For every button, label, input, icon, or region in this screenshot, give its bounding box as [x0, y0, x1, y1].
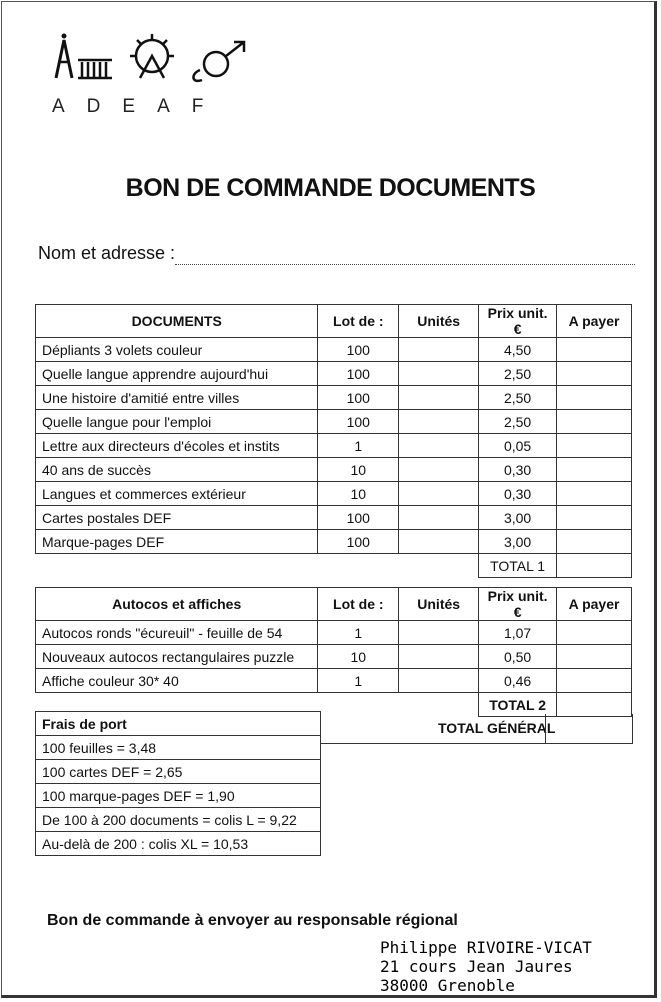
- units-cell[interactable]: [399, 410, 479, 434]
- header-units: Unités: [399, 588, 479, 621]
- shipping-header: Frais de port: [36, 712, 321, 736]
- total-1-label: TOTAL 1: [479, 554, 557, 578]
- units-cell[interactable]: [399, 338, 479, 362]
- table-row: Marque-pages DEF 100 3,00: [36, 530, 632, 554]
- to-pay-cell[interactable]: [557, 386, 632, 410]
- total-2-cell[interactable]: [557, 693, 632, 717]
- units-cell[interactable]: [399, 530, 479, 554]
- to-pay-cell[interactable]: [557, 434, 632, 458]
- to-pay-cell[interactable]: [557, 362, 632, 386]
- grand-total-label: TOTAL GÉNÉRAL: [438, 720, 556, 736]
- table-row: Une histoire d'amitié entre villes 100 2,50: [36, 386, 632, 410]
- units-cell[interactable]: [399, 362, 479, 386]
- address-line[interactable]: [175, 264, 635, 265]
- units-cell[interactable]: [399, 645, 479, 669]
- table-row: Quelle langue pour l'emploi 100 2,50: [36, 410, 632, 434]
- to-pay-cell[interactable]: [557, 410, 632, 434]
- units-cell[interactable]: [399, 506, 479, 530]
- table-row: Quelle langue apprendre aujourd'hui 100 2,50: [36, 362, 632, 386]
- address-label: Nom et adresse :: [38, 243, 176, 263]
- contact-city: 38000 Grenoble: [380, 976, 515, 995]
- contact-address: [380, 938, 592, 995]
- units-cell[interactable]: [399, 386, 479, 410]
- table-row: Dépliants 3 volets couleur 100 4,50: [36, 338, 632, 362]
- header-price: Prix unit. €: [479, 588, 557, 621]
- header-to-pay: A payer: [557, 588, 632, 621]
- logo-text: ADEAF: [52, 96, 226, 117]
- total-2-label: TOTAL 2: [479, 693, 557, 717]
- list-item: 100 marque-pages DEF = 1,90: [36, 784, 321, 808]
- table-row: Autocos ronds "écureuil" - feuille de 54 1 1,07: [36, 621, 632, 645]
- units-cell[interactable]: [399, 458, 479, 482]
- contact-name: Philippe RIVOIRE-VICAT: [380, 938, 592, 957]
- table-row: Affiche couleur 30* 40 1 0,46: [36, 669, 632, 693]
- grand-total: [320, 714, 633, 744]
- header-autocos: Autocos et affiches: [36, 588, 318, 621]
- header-units: Unités: [399, 305, 479, 338]
- autocos-table: [35, 587, 632, 717]
- grand-total-cell[interactable]: [545, 714, 633, 744]
- table-row: Langues et commerces extérieur 10 0,30: [36, 482, 632, 506]
- shipping-table: [35, 711, 321, 856]
- table-row: Lettre aux directeurs d'écoles et instits 1 0,05: [36, 434, 632, 458]
- header-to-pay: A payer: [557, 305, 632, 338]
- list-item: De 100 à 200 documents = colis L = 9,22: [36, 808, 321, 832]
- page-title: BON DE COMMANDE DOCUMENTS: [125, 174, 536, 202]
- to-pay-cell[interactable]: [557, 530, 632, 554]
- units-cell[interactable]: [399, 669, 479, 693]
- header-documents: DOCUMENTS: [36, 305, 318, 338]
- units-cell[interactable]: [399, 482, 479, 506]
- table-row: Cartes postales DEF 100 3,00: [36, 506, 632, 530]
- list-item: 100 cartes DEF = 2,65: [36, 760, 321, 784]
- contact-street: 21 cours Jean Jaures: [380, 957, 573, 976]
- total-1-cell[interactable]: [557, 554, 632, 578]
- total-1-row: [36, 554, 632, 578]
- table-row: Nouveaux autocos rectangulaires puzzle 10 0,50: [36, 645, 632, 669]
- table-row: 40 ans de succès 10 0,30: [36, 458, 632, 482]
- footer-text: Bon de commande à envoyer au responsable régional: [47, 912, 458, 929]
- to-pay-cell[interactable]: [557, 506, 632, 530]
- list-item: 100 feuilles = 3,48: [36, 736, 321, 760]
- documents-table: [35, 304, 632, 578]
- header-lot: Lot de :: [318, 588, 399, 621]
- to-pay-cell[interactable]: [557, 645, 632, 669]
- to-pay-cell[interactable]: [557, 338, 632, 362]
- to-pay-cell[interactable]: [557, 669, 632, 693]
- to-pay-cell[interactable]: [557, 458, 632, 482]
- units-cell[interactable]: [399, 621, 479, 645]
- to-pay-cell[interactable]: [557, 621, 632, 645]
- list-item: Au-delà de 200 : colis XL = 10,53: [36, 832, 321, 856]
- header-price: Prix unit. €: [479, 305, 557, 338]
- to-pay-cell[interactable]: [557, 482, 632, 506]
- header-lot: Lot de :: [318, 305, 399, 338]
- units-cell[interactable]: [399, 434, 479, 458]
